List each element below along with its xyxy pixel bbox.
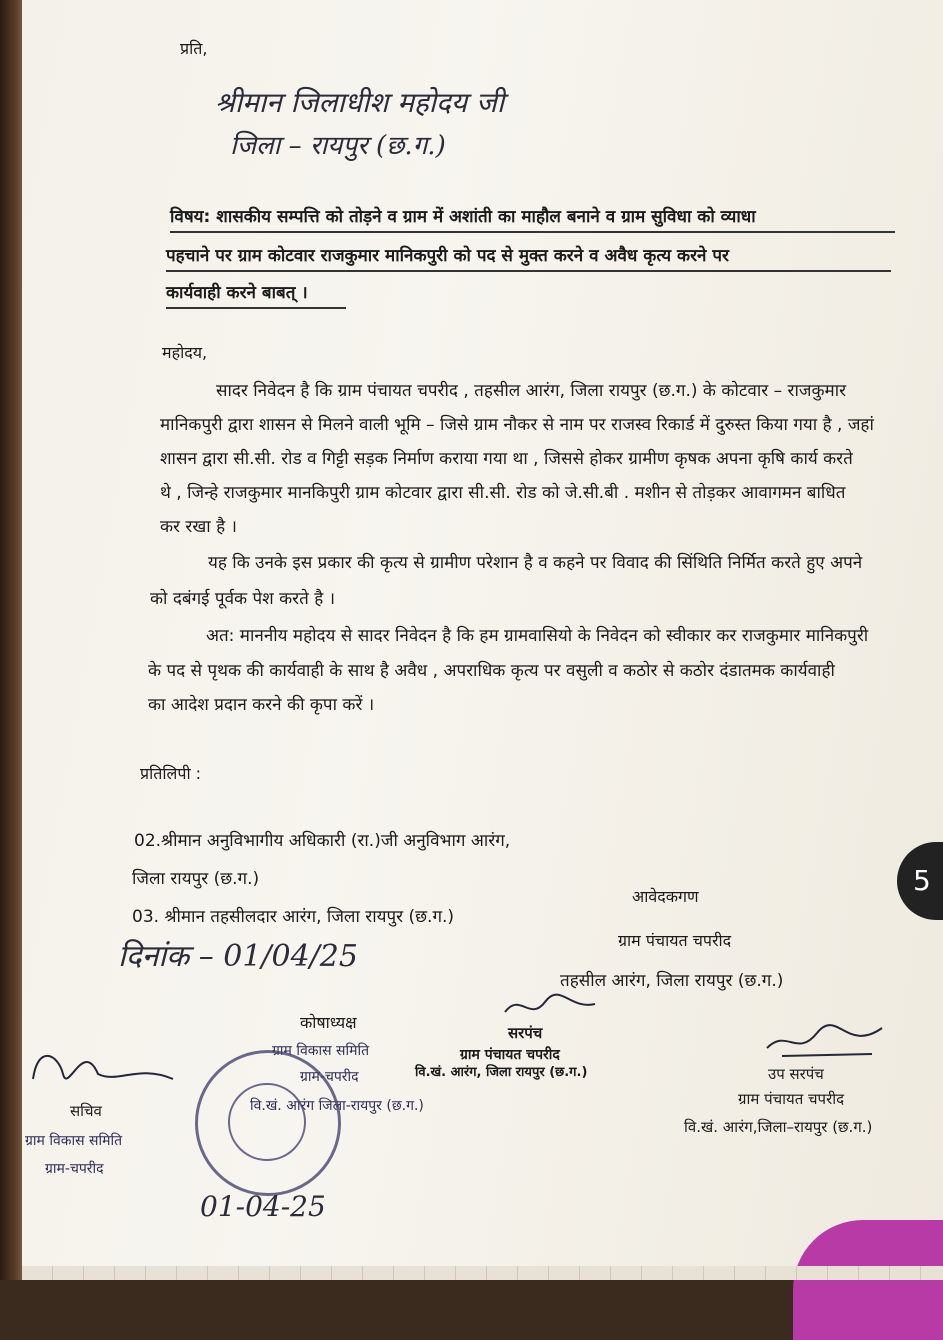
secretary-place: ग्राम-चपरीद xyxy=(45,1161,104,1177)
subject-line-3: कार्यवाही करने बाबत् । xyxy=(166,283,308,303)
subject-line-1: विषय: शासकीय सम्पत्ति को तोड़ने व ग्राम में अशांती का माहौल बनाने व ग्राम सुविधा को व्याधा xyxy=(170,207,756,227)
treasurer-place: ग्राम-चपरीद xyxy=(300,1069,359,1085)
para1-line3: शासन द्वारा सी.सी. रोड व गिट्टी सड़क निर्माण कराया गया था , जिससे होकर ग्रामीण कृषक अपना कृषि कार्य करते xyxy=(160,449,853,469)
para1-line1: सादर निवेदन है कि ग्राम पंचायत चपरीद , तहसील आरंग, जिला रायपुर (छ.ग.) के कोटवार – राजकुमार xyxy=(216,381,847,401)
date-bottom-handwritten: 01-04-25 xyxy=(200,1190,326,1223)
para1-line2: मानिकपुरी द्वारा शासन से मिलने वाली भूमि – जिसे ग्राम नौकर से नाम पर राजस्व रिकार्ड में दुरुस्त किया गया है , जहां xyxy=(160,415,874,435)
copy-item-2: 03. श्रीमान तहसीलदार आरंग, जिला रायपुर (छ.ग.) xyxy=(132,907,455,927)
page-bottom-border xyxy=(22,1266,943,1280)
treasurer-org: ग्राम विकास समिति xyxy=(272,1043,370,1059)
page-number-badge[interactable]: 5 xyxy=(897,842,943,920)
sarpanch-title: सरपंच xyxy=(508,1024,543,1042)
addressee-district-handwritten: जिला – रायपुर (छ.ग.) xyxy=(230,131,446,161)
para1-line5: कर रखा है । xyxy=(160,517,237,537)
addressee-handwritten: श्रीमान जिलाधीश महोदय जी xyxy=(215,86,505,119)
secretary-org: ग्राम विकास समिति xyxy=(25,1133,123,1149)
applicant-org: ग्राम पंचायत चपरीद xyxy=(618,931,732,950)
official-seal-stamp xyxy=(195,1050,341,1196)
secretary-title: सचिव xyxy=(70,1102,102,1120)
deputy-title: उप सरपंच xyxy=(768,1065,824,1083)
secretary-signature xyxy=(28,1034,178,1098)
para3-line2: के पद से पृथक की कार्यवाही के साथ है अवैध , अपराधिक कृत्य पर वसुली व कठोर से कठोर दंडातमक कार्यवाही xyxy=(148,661,835,681)
para2-line2: को दबंगई पूर्वक पेश करते है । xyxy=(150,589,336,609)
para3-line3: का आदेश प्रदान करने की कृपा करें । xyxy=(148,695,375,715)
copy-item-1: 02.श्रीमान अनुविभागीय अधिकारी (रा.)जी अनुविभाग आरंग, xyxy=(134,831,511,851)
treasurer-title: कोषाध्यक्ष xyxy=(300,1013,357,1032)
applicant-address: तहसील आरंग, जिला रायपुर (छ.ग.) xyxy=(560,971,784,991)
subject-line-2: पहचाने पर ग्राम कोटवार राजकुमार मानिकपुरी को पद से मुक्त करने व अवैध कृत्य करने पर xyxy=(166,246,730,266)
para2-line1: यह कि उनके इस प्रकार की कृत्य से ग्रामीण परेशान है व कहने पर विवाद की सिंथिति निर्मित करते हुए अपने xyxy=(208,553,863,573)
sarpanch-area: वि.खं. आरंग, जिला रायपुर (छ.ग.) xyxy=(415,1065,588,1080)
copy-label: प्रतिलिपी : xyxy=(140,764,202,783)
deputy-org: ग्राम पंचायत चपरीद xyxy=(738,1090,845,1108)
salutation: महोदय, xyxy=(162,343,208,362)
para1-line4: थे , जिन्हे राजकुमार मानकिपुरी ग्राम कोटवार द्वारा सी.सी. रोड को जे.सी.बी . मशीन से तोड़कर आवागमन बाधित xyxy=(160,483,846,503)
date-handwritten: दिनांक – 01/04/25 xyxy=(118,939,358,974)
subject-underline-1 xyxy=(170,231,895,233)
applicant-label: आवेदकगण xyxy=(632,887,699,906)
sarpanch-signature xyxy=(500,992,600,1018)
treasurer-district: वि.खं. आरंग जिला-रायपुर (छ.ग.) xyxy=(250,1098,424,1114)
floating-action-button[interactable] xyxy=(793,1220,943,1340)
to-label: प्रति, xyxy=(180,39,208,58)
subject-underline-2 xyxy=(166,270,891,272)
subject-underline-3 xyxy=(166,307,346,309)
deputy-area: वि.खं. आरंग,जिला–रायपुर (छ.ग.) xyxy=(684,1118,873,1136)
seal-inner-ring xyxy=(228,1083,306,1161)
copy-item-1-district: जिला रायपुर (छ.ग.) xyxy=(132,869,260,889)
para3-line1: अत: माननीय महोदय से सादर निवेदन है कि हम ग्रामवासियो के निवेदन को स्वीकार कर राजकुमार मानिकपुरी xyxy=(206,626,869,646)
deputy-signature xyxy=(762,1018,892,1066)
sarpanch-org: ग्राम पंचायत चपरीद xyxy=(460,1047,560,1063)
